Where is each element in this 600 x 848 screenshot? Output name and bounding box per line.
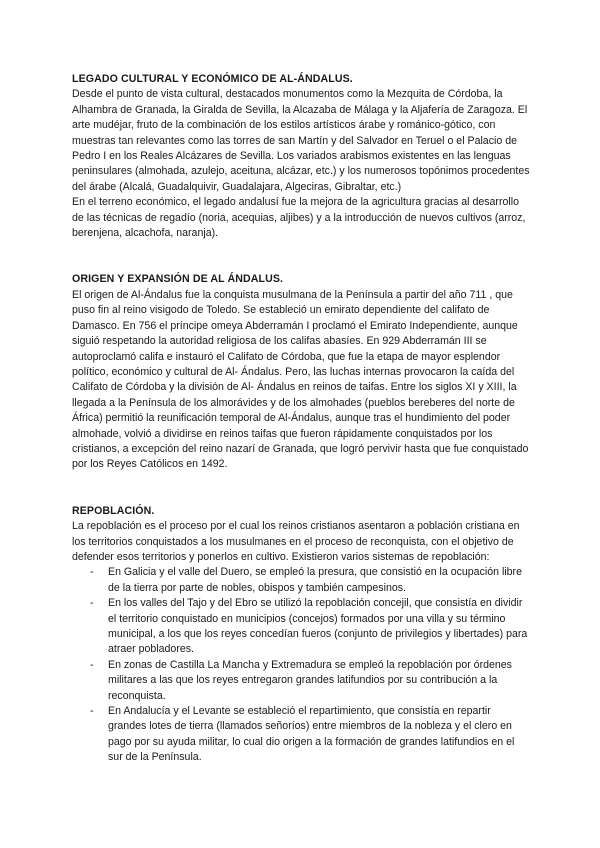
list-item <box>72 596 530 658</box>
list-item-text: En Andalucía y el Levante se estableció el repartimiento, que consistía en repartir grandes lotes de tierra (llamados señoríos) entre miembros de la nobleza y el clero en pago por su ayuda militar, lo cual dio origen a la formación de grandes latifundios en el sur de la Península. <box>108 705 515 764</box>
list-item <box>72 565 530 596</box>
section-title: REPOBLACIÓN. <box>72 504 155 517</box>
section-legado <box>72 72 530 241</box>
list-item-text: En zonas de Castilla La Mancha y Extremadura se empleó la repoblación por órdenes militares a las que los reyes entregaron grandes latifundios por su contribución a la reconquista. <box>108 658 512 702</box>
section-repoblacion <box>72 504 530 766</box>
dash-bullet: - <box>90 658 94 671</box>
paragraph: En el terreno económico, el legado andalusí fue la mejora de la agricultura gracias al desarrollo de las técnicas de regadío (noria, acequias, aljibes) y a la introducción de nuevos cultivos (arroz, berenjena, alcachofa, naranja). <box>72 196 526 240</box>
paragraph: El origen de Al-Ándalus fue la conquista musulmana de la Península a partir del año 711 , que puso fin al reino visigodo de Toledo. Se estableció un emirato dependiente del califato de Damasco. En 756 el príncipe omeya Abderramán I proclamó el Emirato Independiente, aunque siguió respetando la autoridad religiosa de los califas abasíes. En 929 Abderramán III se autoproclamó califa e instauró el Califato de Córdoba, que fue la etapa de mayor esplendor político, económico y cultural de Al- Ándalus. Pero, las luchas internas provocaron la caída del Califato de Córdoba y la división de Al- Ándalus en reinos de taifas. Entre los siglos XI y XIII, la llegada a la Península de los almorávides y de los almohades (pueblos bereberes del norte de África) permitió la reunificación temporal de Al-Ándalus, aunque tras el hundimiento del poder almohade, volvió a dividirse en reinos taifas que fueron rápidamente conquistados por los cristianos, a excepción del reino nazarí de Granada, que logró pervivir hasta que fue conquistado por los Reyes Católicos en 1492. <box>72 288 529 471</box>
dash-bullet: - <box>90 705 94 718</box>
section-title: LEGADO CULTURAL Y ECONÓMICO DE AL-ÁNDALUS. <box>72 73 353 85</box>
list-item-text: En Galicia y el valle del Duero, se empleó la presura, que consistió en la ocupación libre de la tierra por parte de nobles, obispos y también campesinos. <box>108 566 522 594</box>
dash-bullet: - <box>90 566 94 579</box>
section-title: ORIGEN Y EXPANSIÓN DE AL ÁNDALUS. <box>72 273 284 286</box>
dash-bullet: - <box>90 597 94 610</box>
list-item <box>72 704 530 766</box>
document-body <box>72 72 530 797</box>
section-origen <box>72 272 530 472</box>
paragraph: La repoblación es el proceso por el cual los reinos cristianos asentaron a población cristiana en los territorios conquistados a los musulmanes en el proceso de reconquista, con el objetivo de defender esos territorios y ponerlos en cultivo. Existieron varios sistemas de repoblación: <box>72 520 520 563</box>
repoblacion-list <box>72 565 530 765</box>
list-item <box>72 658 530 704</box>
list-item-text: En los valles del Tajo y del Ebro se utilizó la repoblación concejil, que consistía en dividir el territorio conquistado en municipios (concejos) formados por una villa y su término municipal, a los que los reyes concedían fueros (conjunto de privilegios y libertades) para atraer pobladores. <box>108 597 528 656</box>
paragraph: Desde el punto de vista cultural, destacados monumentos como la Mezquita de Córdoba, la Alhambra de Granada, la Giralda de Sevilla, la Alcazaba de Málaga y la Aljafería de Zaragoza. El arte mudéjar, fruto de la combinación de los estilos artísticos árabe y románico-gótico, con muestras tan relevantes como las torres de san Martín y del Salvador en Teruel o el Palacio de Pedro I en los Reales Alcázares de Sevilla. Los variados arabismos existentes en las lenguas peninsulares (almohada, azulejo, aceituna, alcázar, etc.) y los numerosos topónimos procedentes del árabe (Alcalá, Guadalquivir, Guadalajara, Algeciras, Gibraltar, etc.) <box>72 88 530 193</box>
